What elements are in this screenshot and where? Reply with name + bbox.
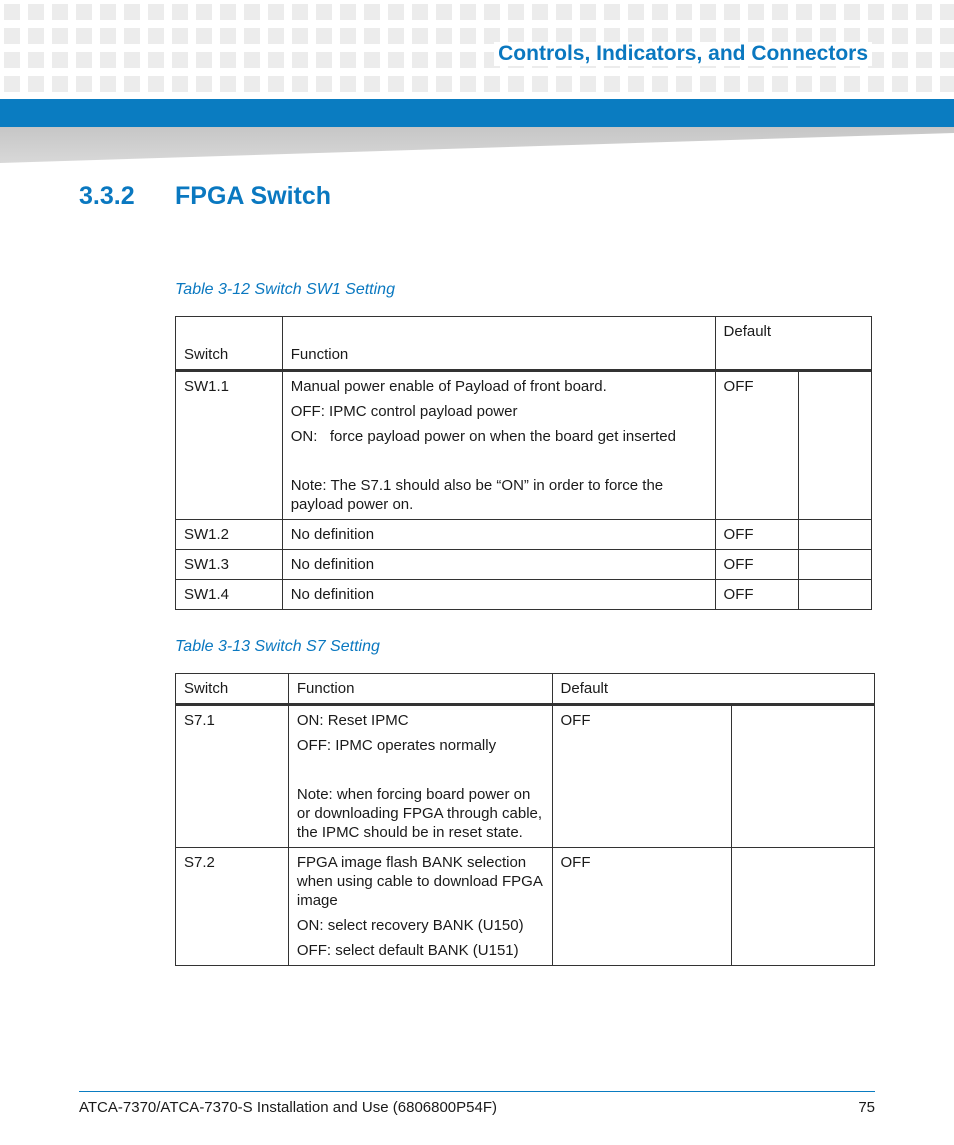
function-cell: No definition (282, 580, 715, 610)
function-line: FPGA image flash BANK selection when using cable to download FPGA image (296, 854, 543, 909)
page-number: 75 (858, 1099, 875, 1116)
table-row (176, 550, 872, 580)
table-caption-s7: Table 3-13 Switch S7 Setting (175, 638, 380, 655)
function-line: OFF: select default BANK (U151) (296, 942, 519, 959)
switch-cell: SW1.4 (176, 580, 283, 610)
section-heading (79, 182, 331, 211)
default-cell: OFF (715, 371, 799, 520)
empty-cell (799, 371, 872, 520)
section-number: 3.3.2 (79, 182, 135, 210)
table-row (176, 520, 872, 550)
function-cell: No definition (282, 550, 715, 580)
function-note: Note: when forcing board power on or downloading FPGA through cable, the IPMC should be in reset state. (296, 786, 543, 841)
function-line: ON: Reset IPMC (296, 712, 409, 729)
table-header-cell: Default (715, 317, 871, 371)
empty-cell (732, 705, 875, 848)
function-cell: No definition (282, 520, 715, 550)
table-header-cell: Default (552, 674, 874, 705)
default-cell: OFF (715, 580, 799, 610)
table-s7 (175, 673, 875, 966)
function-note: Note: The S7.1 should also be “ON” in order to force the payload power on. (290, 477, 664, 513)
switch-cell: SW1.3 (176, 550, 283, 580)
running-header-title: Controls, Indicators, and Connectors (494, 42, 872, 66)
table-header-cell: Switch (176, 674, 289, 705)
switch-cell: S7.2 (176, 848, 289, 966)
function-line: Manual power enable of Payload of front board. (290, 378, 607, 395)
function-cell (288, 848, 552, 966)
table-header-cell: Function (288, 674, 552, 705)
function-line: OFF: IPMC operates normally (296, 737, 497, 754)
table-row (176, 371, 872, 520)
footer-document-title: ATCA-7370/ATCA-7370-S Installation and Use (6806800P54F) (79, 1099, 498, 1116)
function-line: ON: force payload power on when the board get inserted (290, 428, 676, 445)
function-line: OFF: IPMC control payload power (290, 403, 518, 420)
header-blue-bar (0, 99, 954, 127)
function-cell (288, 705, 552, 848)
default-cell: OFF (715, 550, 799, 580)
switch-cell: SW1.2 (176, 520, 283, 550)
function-cell (282, 371, 715, 520)
table-row (176, 705, 875, 848)
empty-cell (732, 848, 875, 966)
header-grey-wedge (0, 127, 954, 163)
empty-cell (799, 550, 872, 580)
footer-rule (79, 1091, 875, 1092)
table-row (176, 848, 875, 966)
table-caption-sw1: Table 3-12 Switch SW1 Setting (175, 281, 395, 298)
table-header-cell: Function (282, 317, 715, 371)
default-cell: OFF (715, 520, 799, 550)
table-row (176, 580, 872, 610)
section-title: FPGA Switch (175, 182, 332, 210)
switch-cell: SW1.1 (176, 371, 283, 520)
default-cell: OFF (552, 705, 732, 848)
table-header-cell: Switch (176, 317, 283, 371)
switch-cell: S7.1 (176, 705, 289, 848)
empty-cell (799, 520, 872, 550)
table-sw1 (175, 316, 872, 610)
function-line: ON: select recovery BANK (U150) (296, 917, 524, 934)
default-cell: OFF (552, 848, 732, 966)
empty-cell (799, 580, 872, 610)
